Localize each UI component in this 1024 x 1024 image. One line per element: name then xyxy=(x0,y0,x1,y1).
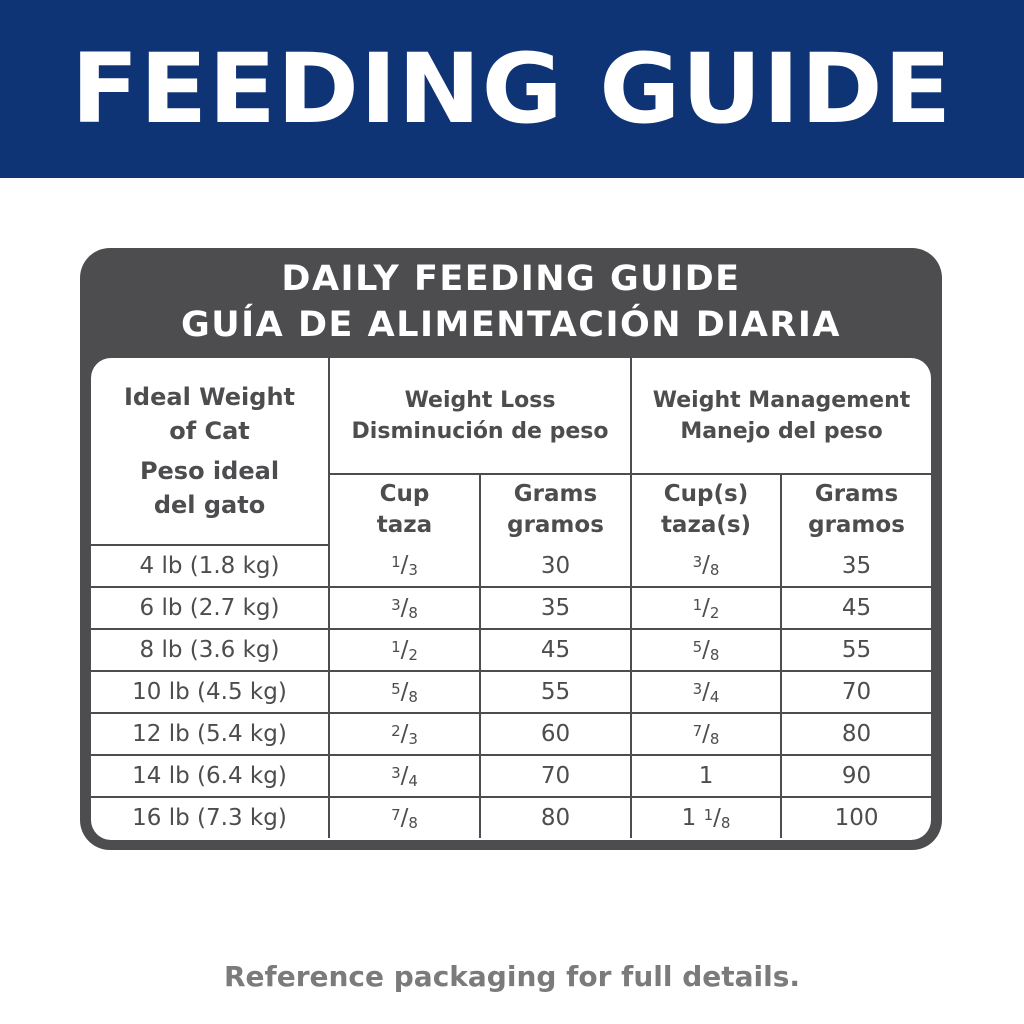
weight-management-header-english: Weight Management xyxy=(652,387,911,413)
banner-title: FEEDING GUIDE xyxy=(71,33,953,145)
table-row xyxy=(91,671,931,713)
management-grams-cell: 100 xyxy=(781,797,931,838)
loss-grams-cell: 30 xyxy=(480,545,631,587)
loss-grams-cell: 45 xyxy=(480,629,631,671)
footer-note: Reference packaging for full details. xyxy=(223,960,801,993)
management-grams-cell: 80 xyxy=(781,713,931,755)
loss-cup-cell: $^3/_8$ xyxy=(329,587,480,629)
loss-grams-header-english: Grams xyxy=(513,481,598,507)
table-row xyxy=(91,797,931,838)
table-row xyxy=(91,755,931,797)
loss-grams-cell: 35 xyxy=(480,587,631,629)
loss-grams-cell: 70 xyxy=(480,755,631,797)
table-row xyxy=(91,713,931,755)
feeding-table-wrapper xyxy=(91,358,931,840)
management-cup-cell: 1 $^1/_8$ xyxy=(631,797,781,838)
feeding-table-body xyxy=(91,545,931,838)
management-cup-cell: $^7/_8$ xyxy=(631,713,781,755)
table-row xyxy=(91,545,931,587)
feeding-guide-card xyxy=(80,248,942,850)
management-cup-cell: $^3/_4$ xyxy=(631,671,781,713)
loss-cup-cell: $^1/_3$ xyxy=(329,545,480,587)
management-grams-header-spanish: gramos xyxy=(808,512,905,538)
loss-grams-cell: 60 xyxy=(480,713,631,755)
management-grams-cell: 90 xyxy=(781,755,931,797)
loss-grams-cell: 80 xyxy=(480,797,631,838)
loss-cup-cell: $^5/_8$ xyxy=(329,671,480,713)
management-cup-cell: 1 xyxy=(631,755,781,797)
ideal-weight-header-spanish: Peso ideal del gato xyxy=(139,457,280,519)
management-grams-cell: 55 xyxy=(781,629,931,671)
loss-grams-header xyxy=(480,474,631,545)
management-grams-cell: 35 xyxy=(781,545,931,587)
loss-cup-header-spanish: taza xyxy=(376,512,433,538)
management-grams-cell: 45 xyxy=(781,587,931,629)
loss-cup-cell: $^3/_4$ xyxy=(329,755,480,797)
weight-loss-header xyxy=(329,358,631,474)
table-row xyxy=(91,587,931,629)
management-cup-cell: $^1/_2$ xyxy=(631,587,781,629)
management-grams-header xyxy=(781,474,931,545)
weight-cell: 12 lb (5.4 kg) xyxy=(91,713,329,755)
weight-management-header-spanish: Manejo del peso xyxy=(680,418,883,444)
weight-cell: 16 lb (7.3 kg) xyxy=(91,797,329,838)
management-cup-cell: $^3/_8$ xyxy=(631,545,781,587)
loss-cup-header-english: Cup xyxy=(379,481,430,507)
weight-loss-header-english: Weight Loss xyxy=(404,387,556,413)
weight-cell: 10 lb (4.5 kg) xyxy=(91,671,329,713)
management-cup-header xyxy=(631,474,781,545)
weight-cell: 6 lb (2.7 kg) xyxy=(91,587,329,629)
feeding-table xyxy=(91,358,931,838)
loss-cup-header xyxy=(329,474,480,545)
management-cup-cell: $^5/_8$ xyxy=(631,629,781,671)
ideal-weight-header-english: Ideal Weight of Cat xyxy=(123,383,296,445)
weight-cell: 4 lb (1.8 kg) xyxy=(91,545,329,587)
loss-grams-header-spanish: gramos xyxy=(507,512,604,538)
management-grams-cell: 70 xyxy=(781,671,931,713)
card-title-spanish: GUÍA DE ALIMENTACIÓN DIARIA xyxy=(181,305,841,345)
management-cup-header-english: Cup(s) xyxy=(663,481,749,507)
banner xyxy=(0,0,1024,178)
card-title xyxy=(80,256,942,348)
table-row xyxy=(91,629,931,671)
weight-cell: 8 lb (3.6 kg) xyxy=(91,629,329,671)
management-cup-header-spanish: taza(s) xyxy=(660,512,752,538)
loss-cup-cell: $^2/_3$ xyxy=(329,713,480,755)
ideal-weight-header xyxy=(91,358,329,545)
loss-grams-cell: 55 xyxy=(480,671,631,713)
weight-cell: 14 lb (6.4 kg) xyxy=(91,755,329,797)
weight-management-header xyxy=(631,358,931,474)
management-grams-header-english: Grams xyxy=(814,481,899,507)
card-title-english: DAILY FEEDING GUIDE xyxy=(281,259,741,299)
weight-loss-header-spanish: Disminución de peso xyxy=(351,418,609,444)
loss-cup-cell: $^7/_8$ xyxy=(329,797,480,838)
loss-cup-cell: $^1/_2$ xyxy=(329,629,480,671)
